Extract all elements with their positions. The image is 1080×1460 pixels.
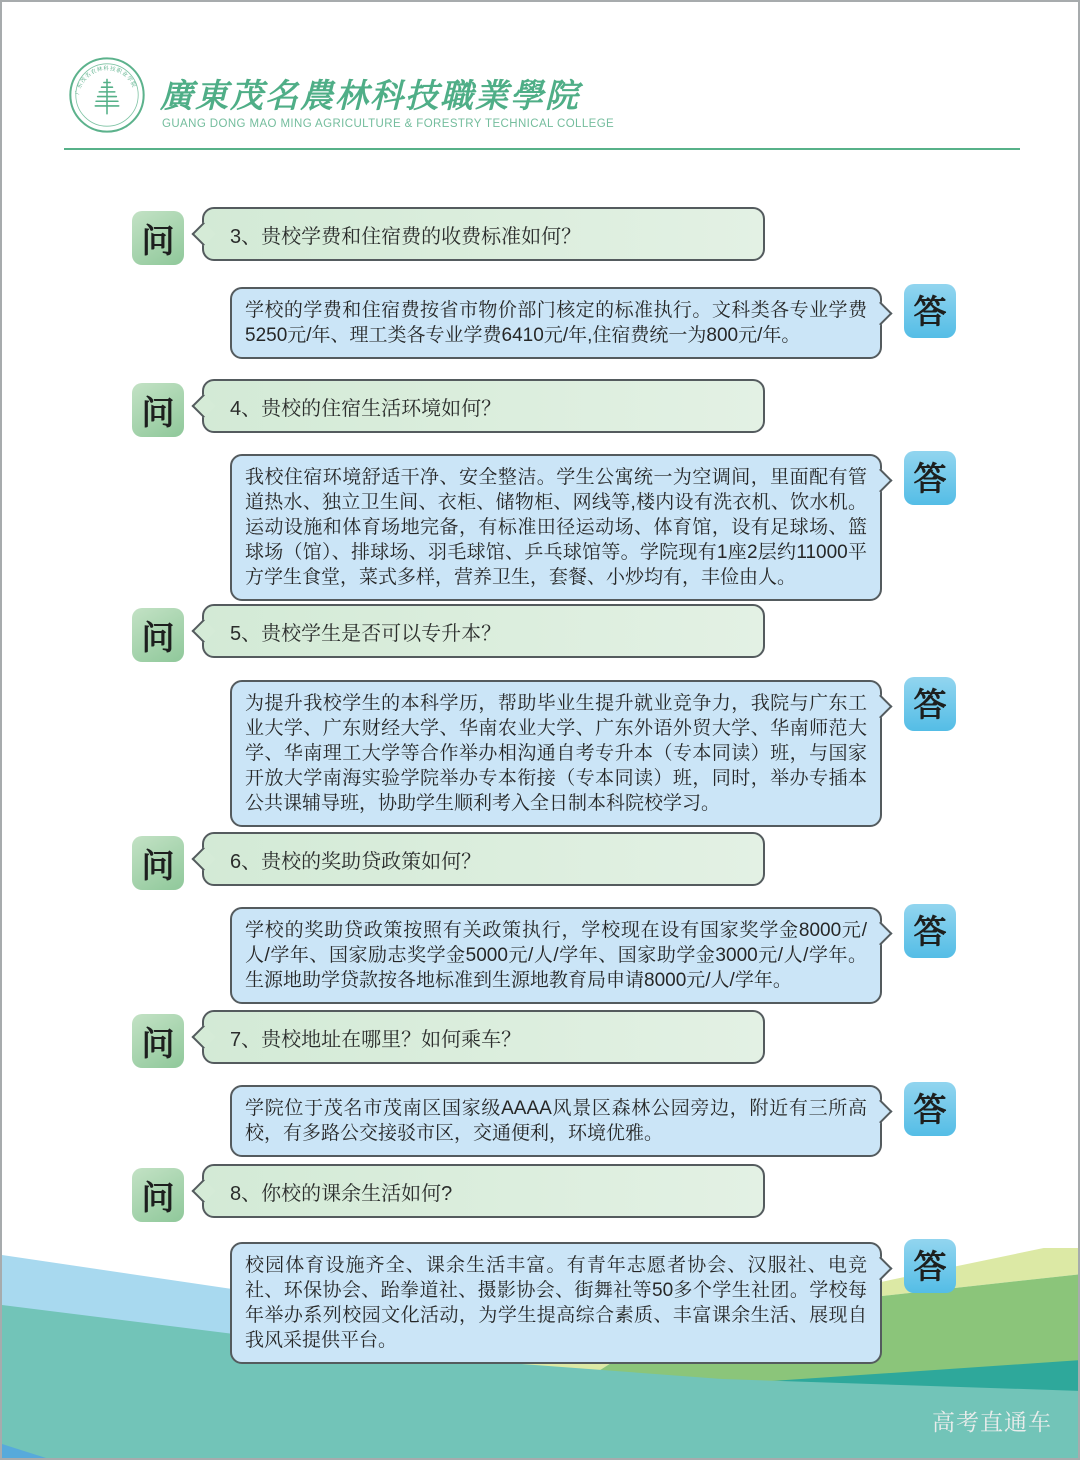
answer-text: 为提升我校学生的本科学历，帮助毕业生提升就业竞争力，我院与广东工业大学、广东财经大学、华南农业大学、广东外语外贸大学、华南师范大学、华南理工大学等合作举办相沟通自考专升本（专本同读）班，与国家开放大学南海实验学院举办专本衔接（专本同读）班，同时，举办专插本公共课辅导班，协助学生顺利考入全日制本科院校学习。 — [245, 693, 867, 814]
answer-text: 校园体育设施齐全、课余生活丰富。有青年志愿者协会、汉服社、电竞社、环保协会、跆拳道社、摄影协会、街舞社等50多个学生社团。学校每年举办系列校园文化活动，为学生提高综合素质、丰富课余生活、展现自我风采提供平台。 — [245, 1255, 867, 1351]
watermark-text: 高考直通车 — [932, 1409, 1052, 1435]
question-bubble — [141, 1164, 765, 1218]
answer-text: 学校的奖助贷政策按照有关政策执行，学校现在设有国家奖学金8000元/人/学年、国家励志奖学金5000元/人/学年、国家助学金3000元/人/学年。生源地助学贷款按各地标准到生源地教育局申请8000元/人/学年。 — [245, 920, 867, 991]
seal-arc-text: 广东茂名农林科技职业学院 — [75, 66, 137, 96]
college-name-zh: 廣東茂名農林科技職業學院 — [160, 77, 580, 114]
question-badge: 问 — [132, 1168, 184, 1222]
bubble-tail-icon — [191, 1025, 215, 1049]
answer-bubble — [230, 1085, 947, 1157]
answer-badge: 答 — [904, 1082, 956, 1136]
answer-text: 我校住宿环境舒适干净、安全整洁。学生公寓统一为空调间，里面配有管道热水、独立卫生间、衣柜、储物柜、网线等,楼内设有洗衣机、饮水机。运动设施和体育场地完备，有标准田径运动场、体育馆，设有足球场、篮球场（馆）、排球场、羽毛球馆、乒乓球馆等。学院现有1座2层约11000平方学生食堂，菜式多样，营养卫生，套餐、小炒均有，丰俭由人。 — [245, 467, 867, 588]
bubble-tail-icon — [868, 921, 892, 945]
question-text: 6、贵校的奖助贷政策如何？ — [230, 850, 482, 873]
answer-bubble — [230, 1242, 947, 1364]
bubble-tail-icon — [868, 468, 892, 492]
bubble-tail-icon — [868, 301, 892, 325]
question-bubble — [141, 379, 765, 433]
answer-text: 学院位于茂名市茂南区国家级AAAA风景区森林公园旁边，附近有三所高校，有多路公交接驳市区，交通便利，环境优雅。 — [245, 1098, 867, 1144]
college-seal-logo — [68, 56, 146, 134]
answer-bubble — [230, 287, 947, 359]
question-text: 5、贵校学生是否可以专升本？ — [230, 622, 502, 645]
college-name-en: GUANG DONG MAO MING AGRICULTURE & FORESTRY TECHNICAL COLLEGE — [162, 118, 615, 130]
answer-badge: 答 — [904, 904, 956, 958]
answer-badge: 答 — [904, 1239, 956, 1293]
question-bubble — [141, 207, 765, 261]
answer-text: 学校的学费和住宿费按省市物价部门核定的标准执行。文科类各专业学费5250元/年、理工类各专业学费6410元/年,住宿费统一为800元/年。 — [245, 300, 867, 346]
question-badge: 问 — [132, 836, 184, 890]
question-bubble — [141, 604, 765, 658]
question-text: 3、贵校学费和住宿费的收费标准如何？ — [230, 225, 582, 248]
bubble-tail-icon — [191, 619, 215, 643]
bubble-tail-icon — [191, 222, 215, 246]
question-text: 4、贵校的住宿生活环境如何？ — [230, 397, 502, 420]
answer-badge: 答 — [904, 451, 956, 505]
seal-tree-icon — [95, 79, 118, 113]
bubble-tail-icon — [191, 847, 215, 871]
question-badge: 问 — [132, 608, 184, 662]
bubble-tail-icon — [191, 1179, 215, 1203]
question-text: 7、贵校地址在哪里？如何乘车？ — [230, 1028, 522, 1051]
question-badge: 问 — [132, 1014, 184, 1068]
question-text: 8、你校的课余生活如何? — [230, 1182, 453, 1205]
question-bubble — [141, 832, 765, 886]
question-bubble — [141, 1010, 765, 1064]
header-divider — [64, 148, 1020, 150]
bubble-tail-icon — [868, 694, 892, 718]
question-badge: 问 — [132, 383, 184, 437]
answer-badge: 答 — [904, 284, 956, 338]
answer-bubble — [230, 907, 947, 1004]
answer-badge: 答 — [904, 677, 956, 731]
bubble-tail-icon — [868, 1099, 892, 1123]
answer-bubble — [230, 680, 947, 827]
bubble-tail-icon — [191, 394, 215, 418]
svg-text:广东茂名农林科技职业学院 — [73, 64, 139, 95]
question-badge: 问 — [132, 211, 184, 265]
answer-bubble — [230, 454, 947, 601]
